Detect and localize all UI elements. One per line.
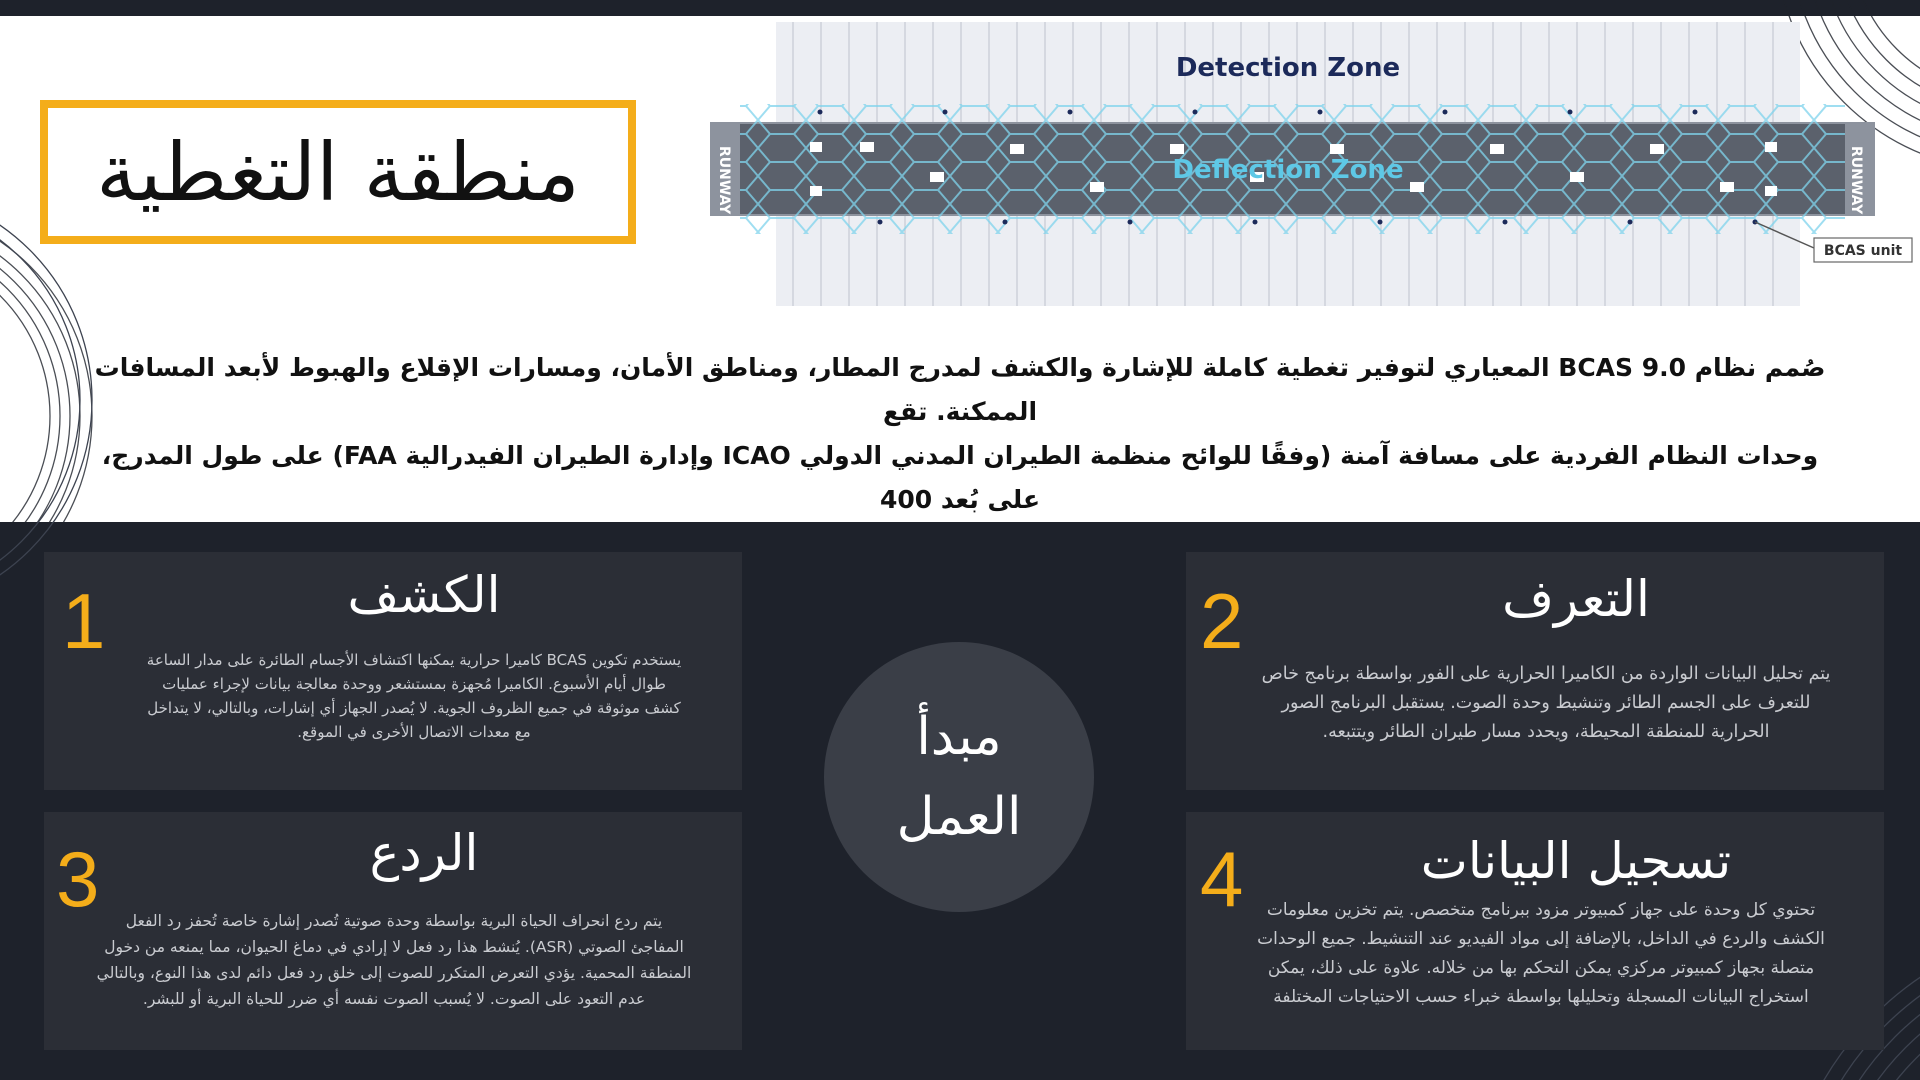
- card-line: طوال أيام الأسبوع. الكاميرا مُجهزة بمستشعر ووحدة معالجة بيانات لإجراء عمليات: [162, 675, 666, 693]
- card-body: [1246, 660, 1846, 747]
- deflection-zone-label: Deflection Zone: [1172, 155, 1404, 185]
- card-line: يتم تحليل البيانات الواردة من الكاميرا الحرارية على الفور بواسطة برنامج خاص: [1261, 664, 1831, 684]
- intro-line: صُمم نظام BCAS 9.0 المعياري لتوفير تغطية كاملة للإشارة والكشف لمدرج المطار، ومناطق الأمان، ومسارات الإقلاع والهبوط لأبعد المسافات الممكنة. تقع: [94, 353, 1826, 426]
- principle-line-2: العمل: [896, 787, 1022, 847]
- card-line: المنطقة المحمية. يؤدي التعرض المتكرر للصوت إلى خلق رد فعل دائم لدى هذا النوع، وبالتالي: [96, 964, 692, 982]
- card-title: تسجيل البيانات: [1420, 832, 1732, 890]
- runway-left-label: RUNWAY: [716, 146, 732, 215]
- step-number: 1: [62, 577, 106, 665]
- detection-zone-label: Detection Zone: [1175, 53, 1401, 83]
- card-line: متصلة بجهاز كمبيوتر مركزي يمكن التحكم بها من خلاله. علاوة على ذلك، يمكن: [1267, 958, 1815, 978]
- card-line: يتم ردع انحراف الحياة البرية بواسطة وحدة صوتية تُصدر إشارة خاصة تُحفز رد الفعل: [125, 912, 663, 930]
- card-line: المفاجئ الصوتي (ASR). يُنشط هذا رد فعل لا إرادي في دماغ الحيوان، مما يمنعه من دخول: [104, 938, 684, 956]
- principle-line-1: مبدأ: [916, 707, 1002, 767]
- top-bar: [0, 0, 1920, 16]
- page-title: منطقة التغطية: [96, 125, 580, 219]
- runway-right-label: RUNWAY: [1848, 146, 1864, 215]
- card-title: التعرف: [1502, 570, 1650, 628]
- card-body: [84, 908, 704, 1012]
- card-title: الكشف: [347, 566, 501, 624]
- card-data-logging: [1186, 812, 1884, 1050]
- card-line: كشف موثوقة في جميع الظروف الجوية. لا يُصدر الجهاز أي إشارات، وبالتالي، لا يتداخل: [147, 699, 681, 717]
- card-line: استخراج البيانات المسجلة وتحليلها بواسطة خبراء حسب الاحتياجات المختلفة: [1273, 987, 1809, 1007]
- card-deterrence: [44, 812, 742, 1050]
- bcas-unit-label: BCAS unit: [1823, 243, 1903, 259]
- step-number: 4: [1200, 835, 1244, 923]
- card-line: تحتوي كل وحدة على جهاز كمبيوتر مزود ببرنامج متخصص. يتم تخزين معلومات: [1266, 900, 1816, 920]
- principle-section: [0, 522, 1920, 1080]
- coverage-diagram: [710, 22, 1915, 312]
- card-body: [1216, 896, 1866, 1012]
- title-box: [40, 100, 636, 244]
- card-line: للتعرف على الجسم الطائر وتنشيط وحدة الصوت. يستقبل البرنامج الصور: [1281, 693, 1811, 713]
- card-title: الردع: [369, 824, 479, 882]
- card-body: [124, 648, 704, 744]
- intro-line: وحدات النظام الفردية على مسافة آمنة (وفقًا للوائح منظمة الطيران المدني الدولي ICAO وإدارة الطيران الفيدرالية FAA) على طول المدرج، على بُعد 400: [101, 441, 1819, 514]
- coverage-section: [0, 16, 1920, 522]
- step-number: 3: [56, 835, 100, 923]
- step-number: 2: [1200, 577, 1244, 665]
- card-recognition: [1186, 552, 1884, 790]
- card-line: الكشف والردع في الداخل، بالإضافة إلى مواد الفيديو عند التنشيط. جميع الوحدات: [1257, 929, 1825, 949]
- principle-circle: [824, 642, 1094, 912]
- card-line: مع معدات الاتصال الأخرى في الموقع.: [297, 723, 531, 741]
- card-detection: [44, 552, 742, 790]
- card-line: يستخدم تكوين BCAS كاميرا حرارية يمكنها اكتشاف الأجسام الطائرة على مدار الساعة: [146, 651, 682, 669]
- card-line: عدم التعود على الصوت. لا يُسبب الصوت نفسه أي ضرر للحياة البرية أو للبشر.: [142, 990, 646, 1008]
- card-line: الحرارية للمنطقة المحيطة، ويحدد مسار طيران الطائر ويتتبعه.: [1322, 722, 1770, 742]
